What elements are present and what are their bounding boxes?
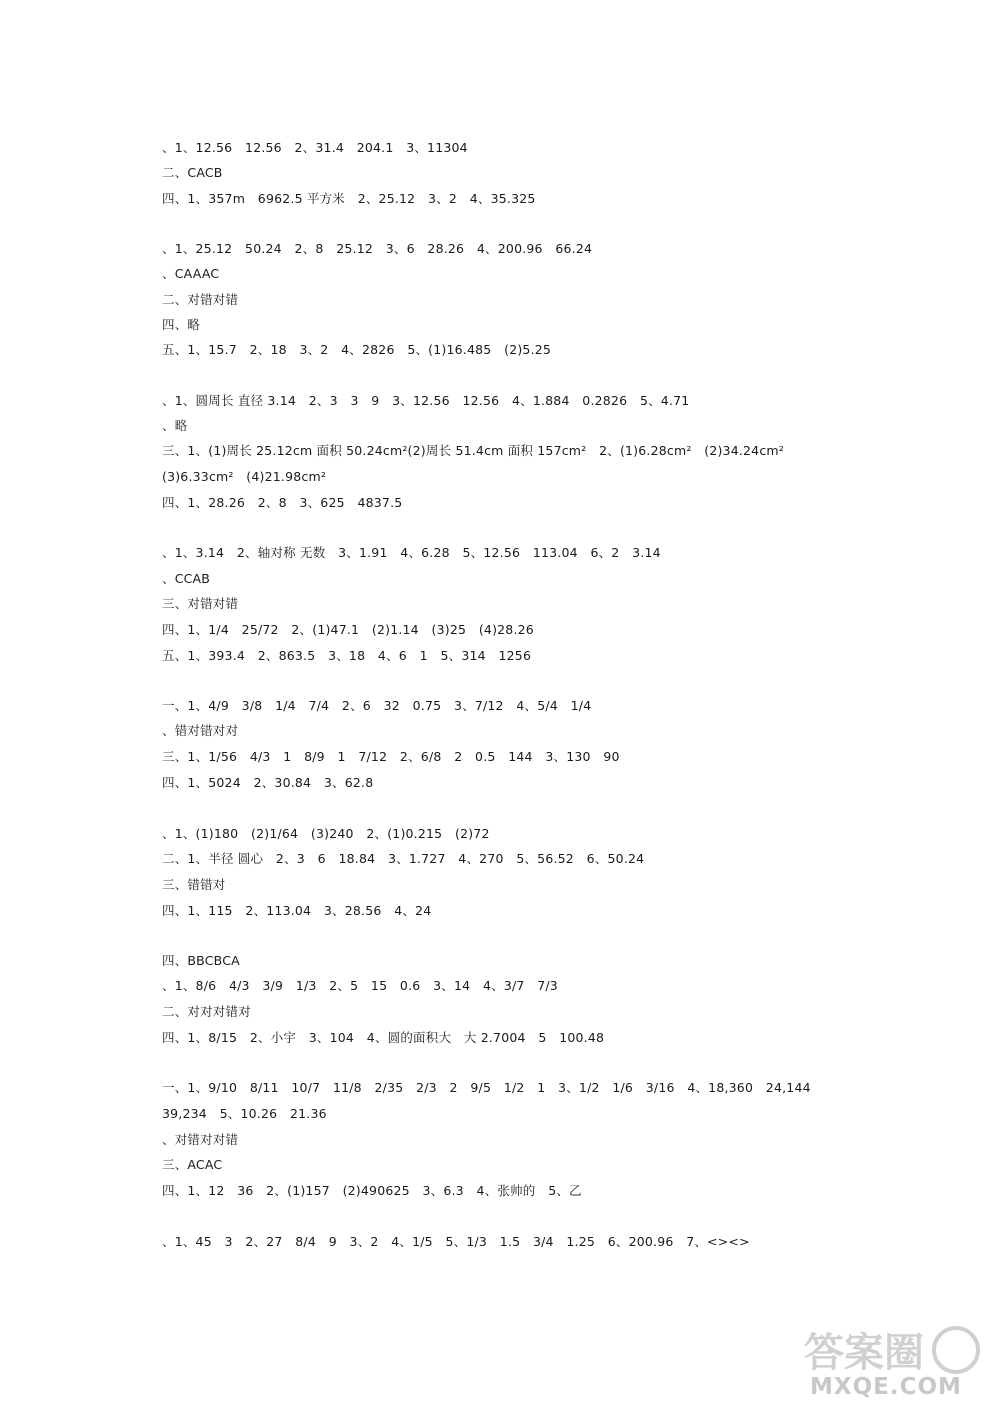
- answer-line: 四、略: [162, 317, 201, 332]
- answer-line: 四、1、8/15 2、小宇 3、104 4、圆的面积大 大 2.7004 5 100.48: [162, 1030, 605, 1045]
- answer-line: 五、1、393.4 2、863.5 3、18 4、6 1 5、314 1256: [162, 648, 532, 663]
- answer-line: 二、对错对错: [162, 292, 239, 307]
- answer-line: 二、对对对错对: [162, 1004, 251, 1019]
- answer-line: 四、1、357m 6962.5 平方米 2、25.12 3、2 4、35.325: [162, 191, 536, 206]
- answer-line: 、CCAB: [162, 571, 211, 586]
- answer-line: 一、1、9/10 8/11 10/7 11/8 2/35 2/3 2 9/5 1/2 1 3、1/2 1/6 3/16 4、18,360 24,144: [162, 1080, 811, 1095]
- answer-line: 四、1、115 2、113.04 3、28.56 4、24: [162, 903, 432, 918]
- answer-circle-logo: [796, 1324, 986, 1376]
- answer-line: 三、1、(1)周长 25.12cm 面积 50.24cm²(2)周长 51.4cm 面积 157cm² 2、(1)6.28cm² (2)34.24cm²: [162, 443, 784, 458]
- answer-line: 39,234 5、10.26 21.36: [162, 1106, 327, 1121]
- watermark-logo-text: 答案圈: [804, 1329, 924, 1376]
- answer-line: 三、ACAC: [162, 1157, 223, 1172]
- answer-line: 二、CACB: [162, 165, 223, 180]
- answer-line: 、1、45 3 2、27 8/4 9 3、2 4、1/5 5、1/3 1.5 3/4 1.25 6、200.96 7、<><>: [162, 1234, 750, 1249]
- answer-line: 、1、12.56 12.56 2、31.4 204.1 3、11304: [162, 140, 468, 155]
- answer-line: 、CAAAC: [162, 266, 220, 281]
- watermark-url: MXQE.COM: [810, 1374, 962, 1400]
- answer-line: 、1、圆周长 直径 3.14 2、3 3 9 3、12.56 12.56 4、1.884 0.2826 5、4.71: [162, 393, 690, 408]
- answer-line: 、1、25.12 50.24 2、8 25.12 3、6 28.26 4、200.96 66.24: [162, 241, 593, 256]
- answer-line: 三、错错对: [162, 877, 226, 892]
- answer-line: 四、1、5024 2、30.84 3、62.8: [162, 775, 374, 790]
- answer-line: 四、1、12 36 2、(1)157 (2)490625 3、6.3 4、张帅的 5、乙: [162, 1183, 582, 1198]
- answer-line: 四、1、1/4 25/72 2、(1)47.1 (2)1.14 (3)25 (4)28.26: [162, 622, 534, 637]
- answer-line: 四、BBCBCA: [162, 953, 240, 968]
- answer-line: 五、1、15.7 2、18 3、2 4、2826 5、(1)16.485 (2)5.25: [162, 342, 552, 357]
- watermark: [796, 1324, 986, 1404]
- answer-line: 、1、3.14 2、轴对称 无数 3、1.91 4、6.28 5、12.56 113.04 6、2 3.14: [162, 545, 661, 560]
- answer-line: 、1、(1)180 (2)1/64 (3)240 2、(1)0.215 (2)72: [162, 826, 490, 841]
- answer-line: 二、1、半径 圆心 2、3 6 18.84 3、1.727 4、270 5、56.52 6、50.24: [162, 851, 645, 866]
- answer-line: 三、对错对错: [162, 596, 239, 611]
- answer-line: 、略: [162, 418, 188, 433]
- answer-line: 三、1、1/56 4/3 1 8/9 1 7/12 2、6/8 2 0.5 144 3、130 90: [162, 749, 620, 764]
- answer-line: 、错对错对对: [162, 723, 239, 738]
- answer-line: 一、1、4/9 3/8 1/4 7/4 2、6 32 0.75 3、7/12 4、5/4 1/4: [162, 698, 592, 713]
- answer-line: 四、1、28.26 2、8 3、625 4837.5: [162, 495, 403, 510]
- answer-line: (3)6.33cm² (4)21.98cm²: [162, 469, 327, 484]
- answer-line: 、对错对对错: [162, 1132, 239, 1147]
- answer-line: 、1、8/6 4/3 3/9 1/3 2、5 15 0.6 3、14 4、3/7 7/3: [162, 978, 558, 993]
